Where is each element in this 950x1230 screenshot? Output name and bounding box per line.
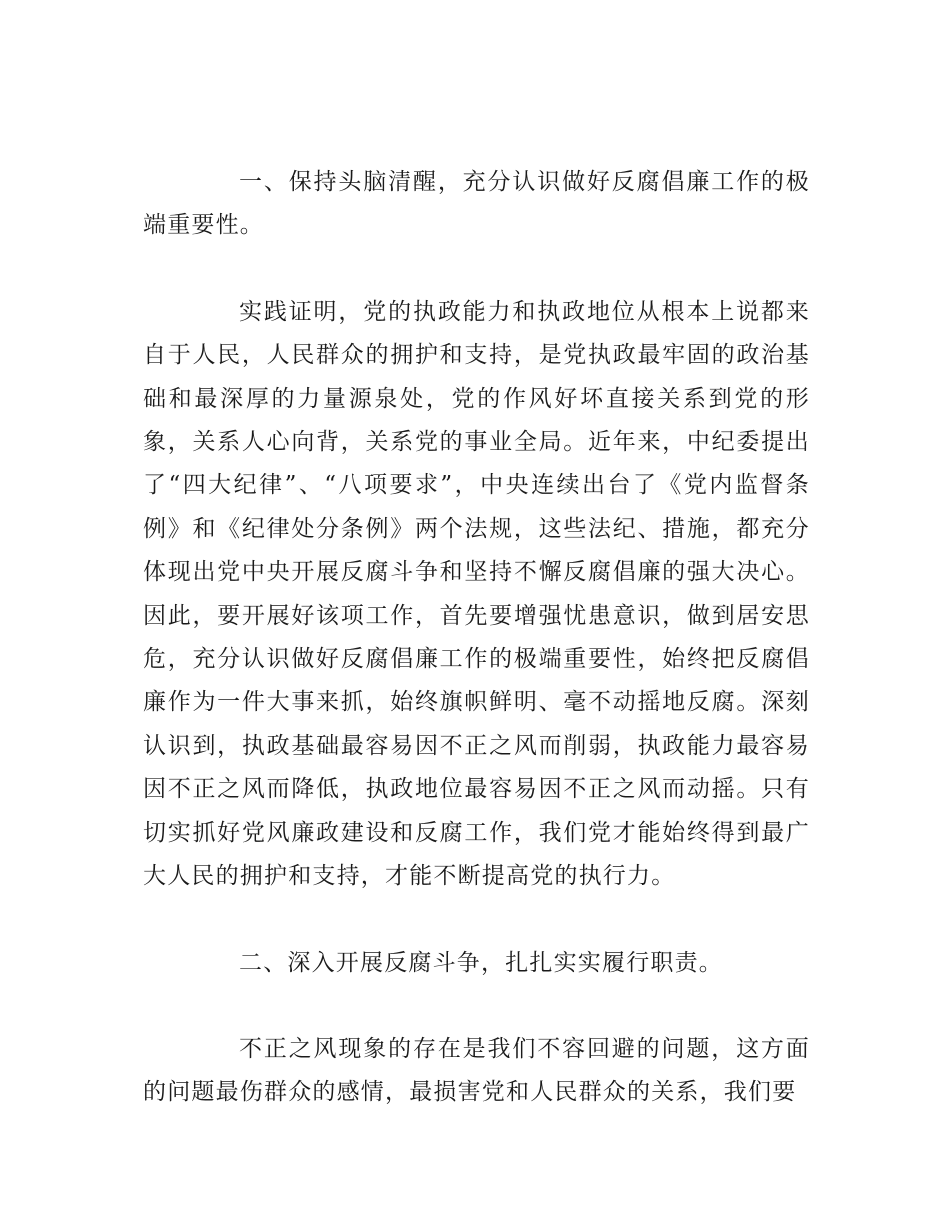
body-paragraph-1: 实践证明，党的执政能力和执政地位从根本上说都来自于人民，人民群众的拥护和支持，是党执政最牢固的政治基础和最深厚的力量源泉处，党的作风好坏直接关系到党的形象，关系人心向背，关系党的事业全局。近年来，中纪委提出了“四大纪律”、“八项要求”，中央连续出台了《党内监督条例》和《纪律处分条例》两个法规，这些法纪、措施，都充分体现出党中央开展反腐斗争和坚持不懈反腐倡廉的强大决心。因此，要开展好该项工作，首先要增强忧患意识，做到居安思危，充分认识做好反腐倡廉工作的极端重要性，始终把反腐倡廉作为一件大事来抓，始终旗帜鲜明、毫不动摇地反腐。深刻认识到，执政基础最容易因不正之风而削弱，执政能力最容易因不正之风而降低，执政地位最容易因不正之风而动摇。只有切实抓好党风廉政建设和反腐工作，我们党才能始终得到最广大人民的拥护和支持，才能不断提高党的执行力。: [143, 298, 810, 890]
section-heading-1: 一、保持头脑清醒，充分认识做好反腐倡廉工作的极端重要性。: [143, 169, 810, 239]
body-paragraph-2: 不正之风现象的存在是我们不容回避的问题，这方面的问题最伤群众的感情，最损害党和人民群众的关系，我们要: [143, 1035, 810, 1106]
document-body: [143, 161, 810, 1115]
section-heading-2: 二、深入开展反腐斗争，扎扎实实履行职责。: [239, 949, 723, 976]
